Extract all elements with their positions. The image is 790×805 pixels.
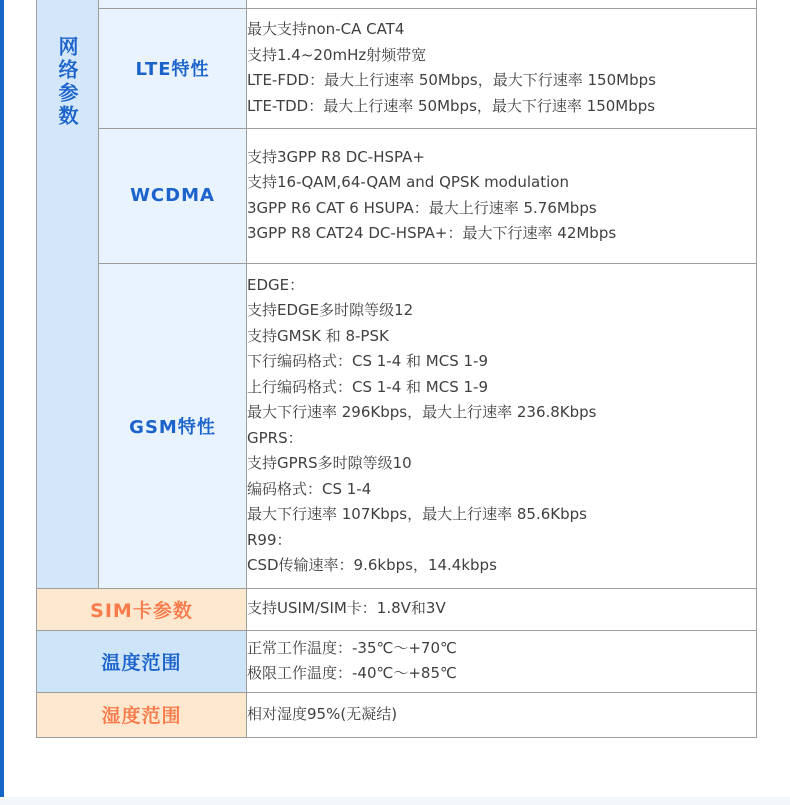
row-lte: [37, 8, 757, 128]
row-label-lte: LTE特性: [99, 8, 247, 128]
network-spec-table: [36, 0, 757, 738]
row-label-humidity: 湿度范围: [37, 692, 247, 737]
row-label-gsm: GSM特性: [99, 263, 247, 588]
row-content-sim: [247, 588, 757, 630]
spec-line: CSD传输速率：9.6kbps，14.4kbps: [247, 556, 497, 574]
row-content-gsm: [247, 263, 757, 588]
spec-line: 最大支持non-CA CAT4: [247, 20, 405, 38]
cutoff-label-cell: [99, 0, 247, 8]
spec-line: 支持3GPP R8 DC-HSPA+: [247, 147, 425, 166]
row-content-lte: [247, 8, 757, 128]
row-label-temperature: 温度范围: [37, 630, 247, 692]
spec-line: 3GPP R6 CAT 6 HSUPA：最大上行速率 5.76Mbps: [247, 198, 597, 217]
spec-line: 支持GPRS多时隙等级10: [247, 454, 412, 472]
cutoff-row: [37, 0, 757, 8]
spec-line: 相对湿度95%(无凝结): [247, 704, 398, 723]
row-content-humidity: [247, 692, 757, 737]
spec-line: 支持GMSK 和 8-PSK: [247, 326, 389, 345]
row-humidity: [37, 692, 757, 737]
row-content-temperature: [247, 630, 757, 692]
row-wcdma: [37, 128, 757, 263]
row-temperature: [37, 630, 757, 692]
spec-line: LTE-TDD：最大上行速率 50Mbps，最大下行速率 150Mbps: [247, 96, 656, 115]
spec-line: 上行编码格式：CS 1-4 和 MCS 1-9: [247, 377, 489, 396]
spec-line: 3GPP R8 CAT24 DC-HSPA+：最大下行速率 42Mbps: [247, 224, 617, 242]
spec-line: LTE-FDD：最大上行速率 50Mbps，最大下行速率 150Mbps: [247, 71, 656, 89]
spec-line: EDGE：: [247, 275, 305, 294]
spec-line: 下行编码格式：CS 1-4 和 MCS 1-9: [247, 352, 489, 370]
group-label-network-params: 网络参数: [55, 36, 79, 128]
bottom-band: [0, 797, 790, 805]
spec-line: 支持EDGE多时隙等级12: [247, 301, 414, 319]
spec-line: 编码格式：CS 1-4: [247, 479, 372, 498]
row-gsm: [37, 263, 757, 588]
row-label-sim: SIM卡参数: [37, 588, 247, 630]
spec-line: GPRS：: [247, 428, 303, 447]
spec-line: 正常工作温度：-35℃～+70℃: [247, 638, 457, 657]
row-label-wcdma: WCDMA: [99, 128, 247, 263]
spec-line: 支持16-QAM,64-QAM and QPSK modulation: [247, 173, 569, 191]
spec-line: 极限工作温度：-40℃～+85℃: [247, 664, 457, 682]
cutoff-content-cell: [247, 0, 757, 8]
row-sim: [37, 588, 757, 630]
spec-line: 最大下行速率 107Kbps，最大上行速率 85.6Kbps: [247, 505, 587, 523]
spec-line: 最大下行速率 296Kbps，最大上行速率 236.8Kbps: [247, 403, 597, 421]
spec-line: 支持USIM/SIM卡：1.8V和3V: [247, 599, 446, 618]
spec-line: R99：: [247, 530, 292, 549]
spec-line: 支持1.4~20mHz射频带宽: [247, 45, 427, 64]
row-content-wcdma: [247, 128, 757, 263]
group-cell-network-params: [37, 0, 99, 588]
left-accent-stripe: [0, 0, 4, 805]
